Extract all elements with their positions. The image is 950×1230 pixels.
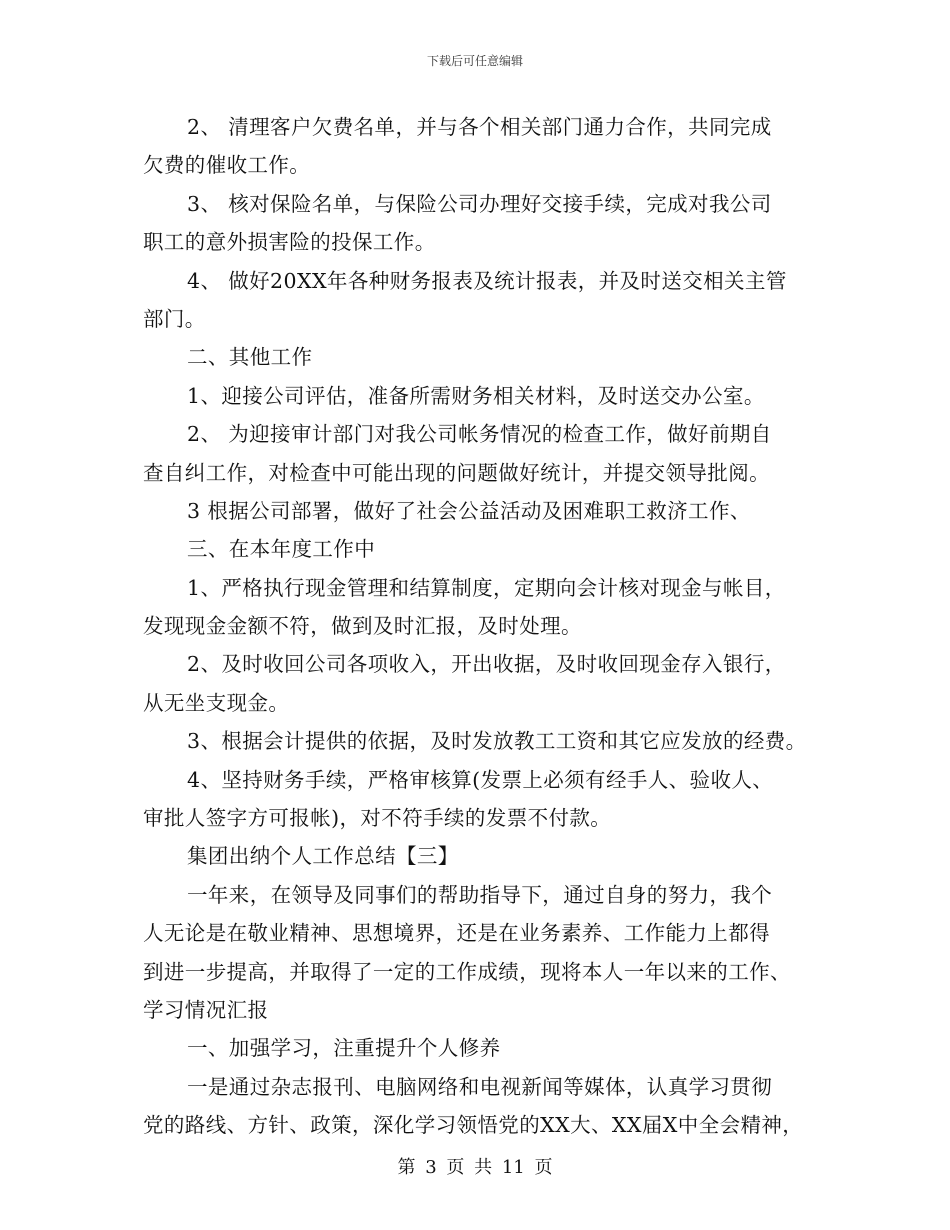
page-footer: 第 3 页 共 11 页 (397, 1157, 553, 1178)
text-line: 三、在本年度工作中 (187, 537, 376, 562)
text-line: 审批人签字方可报帐)，对不符手续的发票不付款。 (143, 806, 612, 831)
text-line: 3 根据公司部署，做好了社会公益活动及困难职工救济工作、 (187, 498, 751, 523)
text-line: 一是通过杂志报刊、电脑网络和电视新闻等媒体，认真学习贯彻 (187, 1074, 773, 1099)
text-line: 3、 核对保险名单，与保险公司办理好交接手续，完成对我公司 (187, 191, 772, 216)
text-line: 1、严格执行现金管理和结算制度，定期向会计核对现金与帐目， (187, 575, 786, 600)
text-line: 二、其他工作 (187, 345, 313, 370)
text-line: 学习情况汇报 (143, 997, 269, 1022)
text-line: 4、坚持财务手续，严格审核算(发票上必须有经手人、验收人、 (187, 767, 774, 792)
text-line: 部门。 (143, 306, 206, 331)
text-line: 到进一步提高，并取得了一定的工作成绩，现将本人一年以来的工作、 (143, 959, 791, 984)
text-line: 从无坐支现金。 (143, 690, 290, 715)
text-line: 1、迎接公司评估，准备所需财务相关材料，及时送交办公室。 (187, 383, 765, 408)
text-line: 党的路线、方针、政策，深化学习领悟党的XX大、XX届X中全会精神， (143, 1113, 804, 1138)
text-line: 4、 做好20XX年各种财务报表及统计报表，并及时送交相关主管 (187, 268, 787, 293)
text-line: 集团出纳个人工作总结【三】 (187, 844, 459, 869)
text-line: 2、 清理客户欠费名单，并与各个相关部门通力合作，共同完成 (187, 115, 772, 139)
document-body (143, 108, 823, 1145)
page-header: 下载后可任意编辑 (426, 54, 523, 68)
text-line: 2、及时收回公司各项收入，开出收据，及时收回现金存入银行， (187, 652, 786, 677)
text-line: 查自纠工作，对检查中可能出现的问题做好统计，并提交领导批阅。 (143, 460, 770, 485)
text-line: 3、根据会计提供的依据，及时发放教工工资和其它应发放的经费。 (187, 729, 807, 754)
text-line: 发现现金金额不符，做到及时汇报，及时处理。 (143, 614, 582, 639)
text-line: 2、 为迎接审计部门对我公司帐务情况的检查工作，做好前期自 (187, 422, 772, 447)
text-line: 职工的意外损害险的投保工作。 (143, 230, 436, 255)
text-line: 人无论是在敬业精神、思想境界，还是在业务素养、工作能力上都得 (143, 921, 770, 946)
text-line: 一年来，在领导及同事们的帮助指导下，通过自身的努力，我个 (187, 882, 773, 907)
text-line: 一、加强学习，注重提升个人修养 (187, 1036, 501, 1061)
text-line: 欠费的催收工作。 (143, 153, 311, 178)
